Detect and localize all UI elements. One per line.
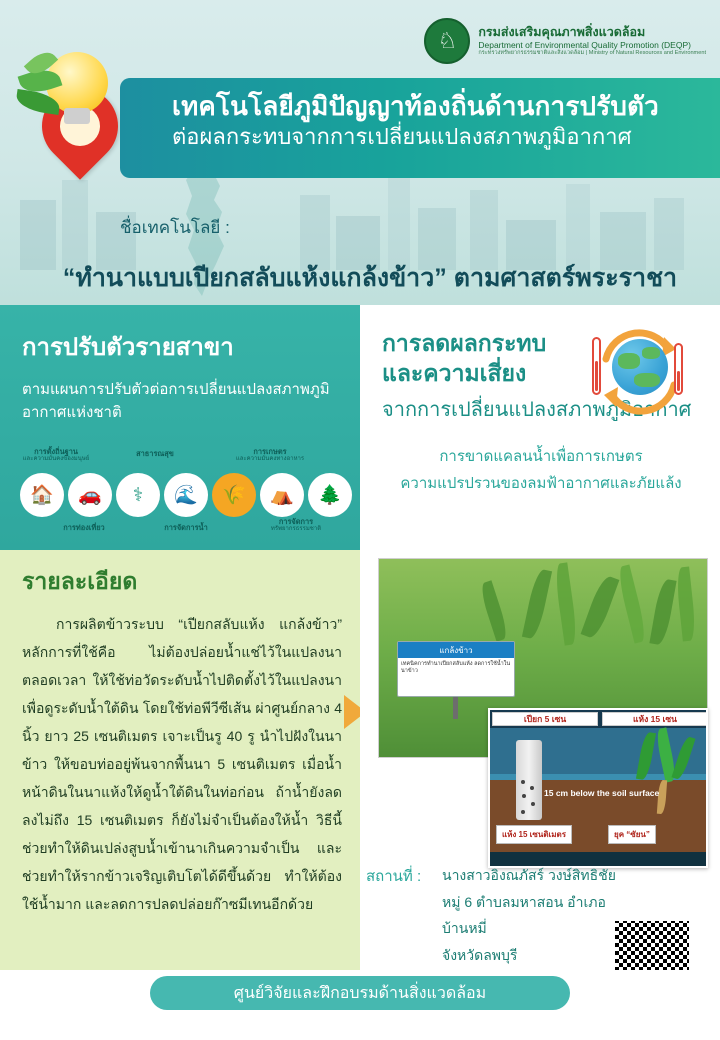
field-sign-title: แกล้งข้าว (398, 642, 514, 658)
place-line: หมู่ 6 ตำบลมหาสอน อำเภอบ้านหมี่ (442, 893, 606, 937)
banner-title-line2: ต่อผลกระทบจากการเปลี่ยนแปลงสภาพภูมิอากาศ (172, 123, 632, 149)
footer-organization: ศูนย์วิจัยและฝึกอบรมด้านสิ่งแวดล้อม (150, 976, 570, 1010)
thermometer-icon (674, 343, 683, 395)
banner-title-line1: เทคโนโลยีภูมิปัญญาท้องถิ่นด้านการปรับตัว (172, 91, 659, 121)
technology-name-value: “ทำนาแบบเปียกสลับแห้งแกล้งข้าว” ตามศาสตร์พระราชา (62, 264, 678, 292)
field-sign-body: เทคนิคการทำนาเปียกสลับแห้ง ลดการใช้น้ำในนาข้าว (401, 661, 511, 675)
sector-label-agriculture: การเกษตร (253, 447, 287, 456)
deqp-logo (424, 18, 706, 64)
poster-footer (0, 970, 720, 1040)
impact-item-list (382, 443, 700, 497)
impact-title-line1: การลดผลกระทบ (382, 330, 547, 356)
adaptation-subtitle: ตามแผนการปรับตัวต่อการเปลี่ยนแปลงสภาพภูมิอากาศแห่งชาติ (22, 381, 330, 422)
health-icon: ⚕ (116, 473, 160, 517)
place-line: จังหวัดลพบุรี (442, 946, 518, 963)
technology-name-label: ชื่อเทคโนโลยี : (120, 218, 230, 237)
field-sign-post (453, 697, 458, 719)
transport-icon: 🚗 (68, 473, 112, 517)
climate-icon-group (578, 327, 698, 427)
sector-note-natural-resource: ทรัพยากรธรรมชาติ (270, 526, 322, 533)
details-title: รายละเอียด (22, 568, 138, 594)
diagram-depth-note: 15 cm below the soil surface (544, 788, 660, 798)
field-sign (397, 641, 515, 697)
details-body: การผลิตข้าวระบบ “เปียกสลับแห้ง แกล้งข้าว” หลักการที่ใช้คือ ไม่ต้องปล่อยน้ำแช่ไว้ในแปลงนาตลอดเวลา ให้ใช้ท่อวัดระดับน้ำไปติดตั้งไว้ในแปลงนา เพื่อดูระดับน้ำใต้ดิน โดยใช้ท่อพีวีซีเส้น ผ่าศูนย์กลาง 4 นิ้ว ยาว 25 เซนติเมตร เจาะเป็นรู 40 รู นำไปฝังในนาข้าว ให้ขอบท่ออยู่พ้นจากพื้นนา 5 เซนติเมตร เมื่อน้ำหน้าดินในนาแห้งให้ดูน้ำใต้ดินในท่อก่อน ถ้าน้ำยังลดลงไม่ถึง 15 เซนติเมตร ก็ยังไม่จำเป็นต้องให้น้ำ วิธีนี้ช่วยทำให้ดินเปล่งสูบน้ำเข้านาเกินความจำเป็น และช่วยทำให้รากข้าวเจริญเติบโตได้ดีขึ้นด้วย ทำให้ต้องใช้น้ำมาก และลดการปลดปล่อยก๊าซมีเทนอีกด้วย (22, 616, 342, 912)
impact-subtitle: จากการเปลี่ยนแปลงสภาพภูมิอากาศ (382, 398, 692, 421)
natural-resource-icon: 🌲 (308, 473, 352, 517)
sector-icon-group (12, 447, 352, 543)
adaptation-title: การปรับตัวรายสาขา (22, 334, 234, 361)
diagram-chip-note: ยุค “ซัยน” (608, 825, 656, 844)
tourism-icon: ⛺ (260, 473, 304, 517)
impact-title-line2: และความเสี่ยง (382, 359, 527, 386)
sector-label-natural-resource: การจัดการ (278, 517, 314, 526)
sector-label-settlement: การตั้งถิ่นฐาน (34, 447, 78, 456)
globe-icon (612, 339, 668, 395)
org-ministry: กระทรวงทรัพยากรธรรมชาติและสิ่งแวดล้อม | Ministry of Natural Resources and Environment (478, 50, 706, 57)
diagram-chip-wet: เปียก 5 เซน (492, 712, 598, 726)
water-management-icon: 🌊 (164, 473, 208, 517)
title-banner (120, 78, 720, 178)
diagram-chip-dry-depth: แห้ง 15 เซนติเมตร (496, 825, 572, 844)
settlement-icon: 🏠 (20, 473, 64, 517)
diagram-chip-dry: แห้ง 15 เซน (602, 712, 708, 726)
impact-item: การขาดแคลนน้ำเพื่อการเกษตร (439, 447, 643, 465)
wet-dry-diagram (488, 708, 708, 868)
poster-header (0, 0, 720, 305)
sector-label-tourism: การท่องเที่ยว (63, 523, 105, 532)
sector-label-health: สาธารณสุข (136, 449, 174, 458)
sector-label-water: การจัดการน้ำ (164, 523, 208, 532)
org-name-en: Department of Environmental Quality Promotion (DEQP) (478, 40, 691, 51)
place-label: สถานที่ : (366, 868, 422, 885)
pvc-pipe-icon (516, 740, 542, 820)
info-band (0, 305, 720, 550)
sector-note-agriculture: และความมั่นคงทางอาหาร (235, 456, 305, 463)
place-line: นางสาวอิงณภัสร์ วงษ์สิทธิชัย (442, 867, 616, 883)
agriculture-icon: 🌾 (212, 473, 256, 517)
bulb-base-icon (64, 108, 90, 124)
deqp-seal-icon: ♘ (424, 18, 470, 64)
impact-panel (360, 305, 720, 550)
org-name-th: กรมส่งเสริมคุณภาพสิ่งแวดล้อม (478, 24, 646, 39)
sector-note-settlement: และความมั่นคงของมนุษย์ (22, 456, 90, 463)
thermometer-icon (592, 337, 601, 395)
details-section (0, 550, 360, 970)
adaptation-panel (0, 305, 360, 550)
impact-item: ความแปรปรวนของลมฟ้าอากาศและภัยแล้ง (400, 474, 682, 492)
place-details (442, 862, 622, 968)
diagram-top-labels (490, 710, 708, 728)
